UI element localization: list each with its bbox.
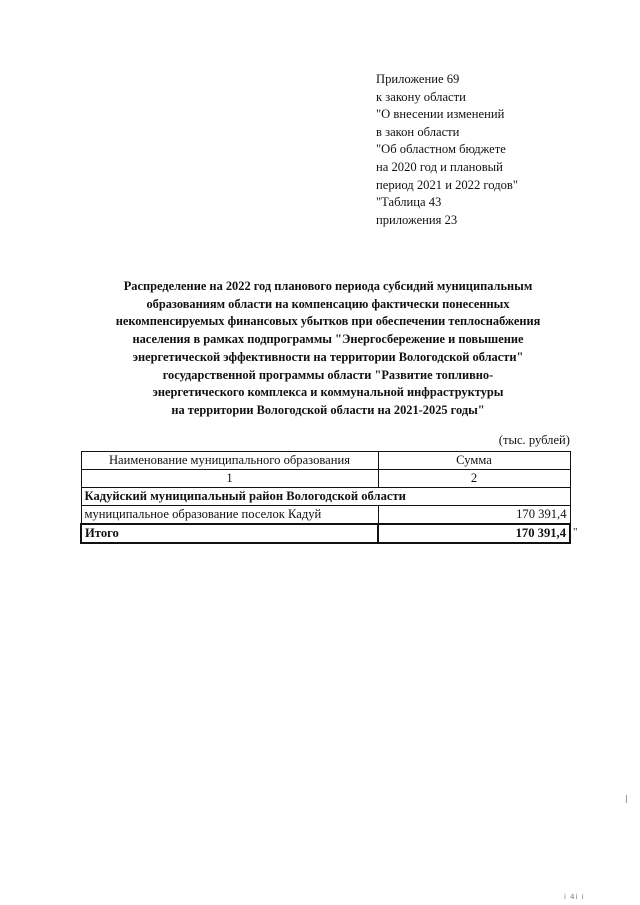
title-line: энергетической эффективности на территории Вологодской области" [132,349,524,364]
total-label: Итого [81,524,378,543]
title-line: населения в рамках подпрограммы "Энергосбережение и повышение [132,332,524,347]
appendix-line: период 2021 и 2022 годов" [376,177,518,192]
column-number-row [81,470,570,488]
header-name: Наименование муниципального образования [81,452,378,470]
appendix-line: в закон области [376,124,460,139]
appendix-line: на 2020 год и плановый [376,159,503,174]
appendix-line: приложения 23 [376,212,458,227]
title-line: на территории Вологодской области на 2021-2025 годы" [171,402,485,417]
title-line: образованиям области на компенсацию фактически понесенных [146,296,510,311]
table-row [81,506,570,525]
table-header-row [81,452,570,470]
distribution-table [80,451,571,544]
district-name: Кадуйский муниципальный район Вологодской области [81,488,570,506]
title-line: государственной программы области "Развитие топливно- [162,367,494,382]
title-line: Распределение на 2022 год планового периода субсидий муниципальным [123,279,533,293]
header-amount: Сумма [378,452,570,470]
title-line: некомпенсируемых финансовых убытков при обеспечении теплоснабжения [115,314,541,329]
municipality-amount: 170 391,4 [378,506,570,525]
appendix-line: Приложение 69 [376,72,460,86]
title-line: энергетического комплекса и коммунальной инфраструктуры [152,385,504,400]
municipality-name: муниципальное образование поселок Кадуй [81,506,378,525]
appendix-line: "О внесении изменений [376,107,505,122]
closing-quote: " [573,526,578,538]
total-amount: 170 391,4 [378,524,570,543]
appendix-reference [376,71,518,229]
column-number-1: 1 [81,470,378,488]
appendix-line: "Таблица 43 [376,195,442,210]
appendix-line: к закону области [376,89,466,104]
scan-mark: i 4i i [564,893,585,901]
district-row [81,488,570,506]
appendix-line: "Об областном бюджете [376,142,506,157]
column-number-2: 2 [378,470,570,488]
units-label: (тыс. рублей) [498,433,570,447]
document-title [80,278,576,420]
scan-edge-mark [626,795,627,803]
total-row [81,524,570,543]
